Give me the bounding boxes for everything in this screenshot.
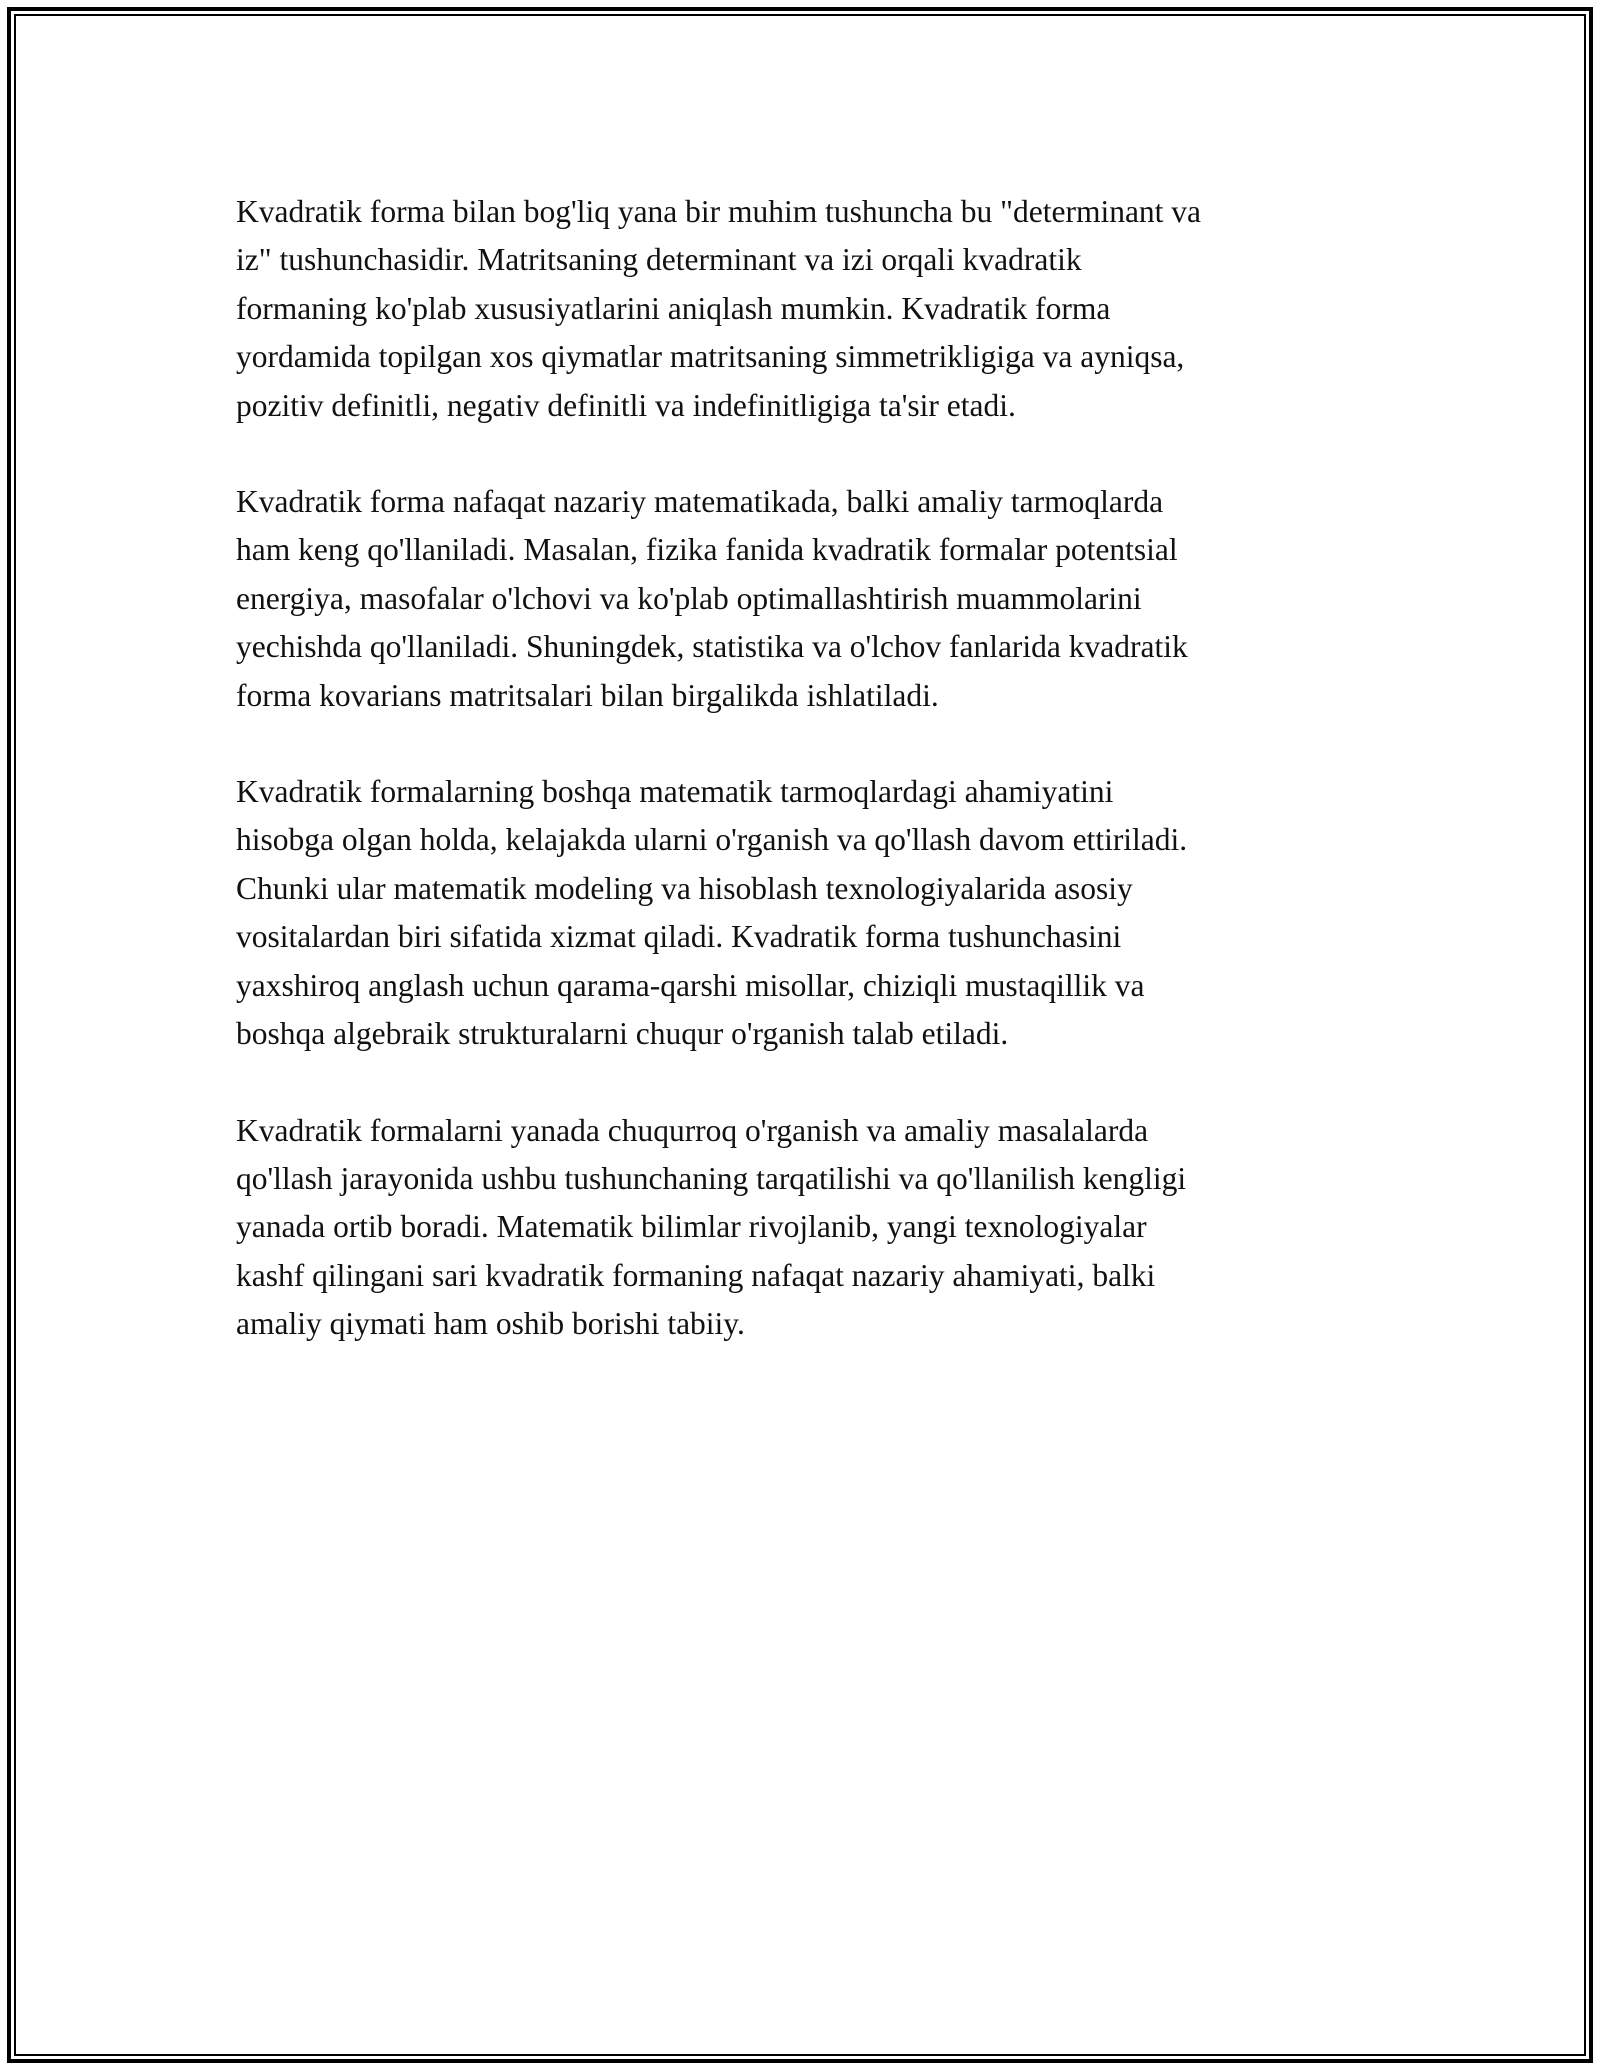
paragraph-line: kashf qilingani sari kvadratik formaning nafaqat nazariy ahamiyati, balki xyxy=(236,1257,1156,1293)
paragraph-4 xyxy=(236,1107,1366,1349)
paragraph-line: vositalardan biri sifatida xizmat qiladi. Kvadratik forma tushunchasini xyxy=(236,919,1122,955)
paragraph-line: Kvadratik formalarni yanada chuqurroq o'rganish va amaliy masalalarda xyxy=(236,1112,1149,1148)
paragraph-2 xyxy=(236,478,1366,720)
paragraph-line: energiya, masofalar o'lchovi va ko'plab optimallashtirish muammolarini xyxy=(236,580,1142,616)
paragraph-line: Kvadratik forma bilan bog'liq yana bir muhim tushuncha bu "determinant va xyxy=(236,194,1202,229)
paragraph-line: iz" tushunchasidir. Matritsaning determinant va izi orqali kvadratik xyxy=(236,242,1082,278)
paragraph-line: Kvadratik forma nafaqat nazariy matematikada, balki amaliy tarmoqlarda xyxy=(236,484,1164,520)
paragraph-line: qo'llash jarayonida ushbu tushunchaning tarqatilishi va qo'llanilish kengligi xyxy=(236,1160,1187,1196)
paragraph-line: hisobga olgan holda, kelajakda ularni o'rganish va qo'llash davom ettiriladi. xyxy=(236,822,1188,858)
paragraph-3 xyxy=(236,768,1366,1058)
paragraph-line: forma kovarians matritsalari bilan birgalikda ishlatiladi. xyxy=(236,677,939,713)
paragraph-line: formaning ko'plab xususiyatlarini aniqlash mumkin. Kvadratik forma xyxy=(236,290,1111,326)
paragraph-line: boshqa algebraik strukturalarni chuqur o'rganish talab etiladi. xyxy=(236,1016,1009,1052)
paragraph-line: ham keng qo'llaniladi. Masalan, fizika fanida kvadratik formalar potentsial xyxy=(236,532,1178,568)
paragraph-line: Chunki ular matematik modeling va hisoblash texnologiyalarida asosiy xyxy=(236,870,1133,906)
paragraph-line: pozitiv definitli, negativ definitli va indefinitligiga ta'sir etadi. xyxy=(236,387,1016,423)
paragraph-1 xyxy=(236,188,1366,430)
page-body xyxy=(236,188,1366,1397)
paragraph-line: yanada ortib boradi. Matematik bilimlar rivojlanib, yangi texnologiyalar xyxy=(236,1209,1147,1245)
paragraph-line: yechishda qo'llaniladi. Shuningdek, statistika va o'lchov fanlarida kvadratik xyxy=(236,629,1188,665)
paragraph-line: yordamida topilgan xos qiymatlar matritsaning simmetrikligiga va ayniqsa, xyxy=(236,339,1185,375)
paragraph-line: Kvadratik formalarning boshqa matematik tarmoqlardagi ahamiyatini xyxy=(236,774,1114,810)
paragraph-line: yaxshiroq anglash uchun qarama-qarshi misollar, chiziqli mustaqillik va xyxy=(236,967,1145,1003)
paragraph-line: amaliy qiymati ham oshib borishi tabiiy. xyxy=(236,1306,745,1342)
